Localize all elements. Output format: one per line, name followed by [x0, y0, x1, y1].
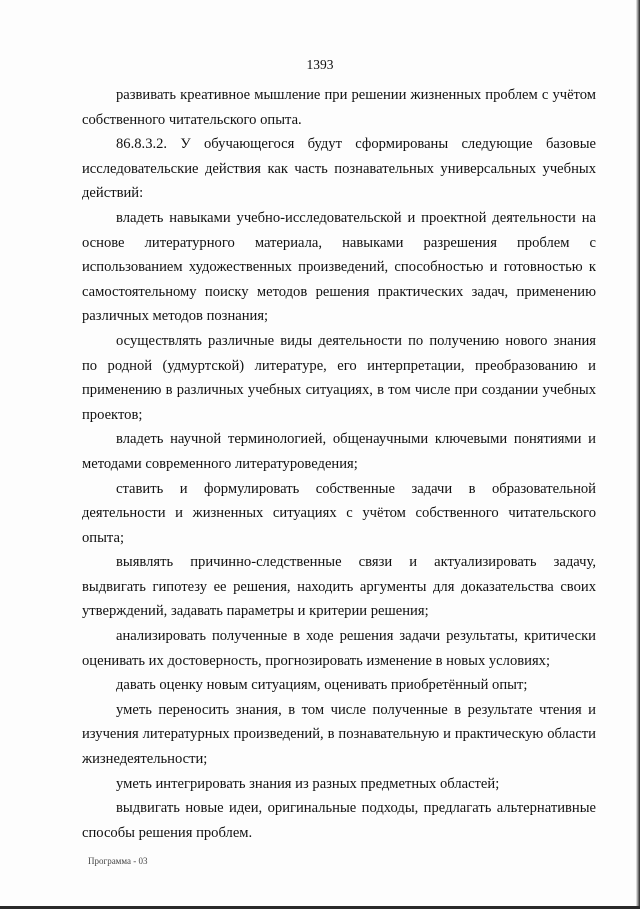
paragraph: выдвигать новые идеи, оригинальные подходы, предлагать альтернативные способы решения проблем.	[82, 800, 596, 841]
paragraph: анализировать полученные в ходе решения задачи результаты, критически оценивать их достоверность, прогнозировать изменение в новых условиях;	[82, 628, 596, 669]
paragraph: 86.8.3.2. У обучающегося будут сформированы следующие базовые исследовательские действия как часть познавательных универсальных учебных действий:	[82, 136, 596, 202]
paragraph: владеть навыками учебно-исследовательской и проектной деятельности на основе литературного материала, навыками разрешения проблем с использованием художественных произведений, способностью и готовностью к самостоятельному поиску методов решения практических задач, применению различных методов познания;	[82, 209, 596, 325]
paragraph: уметь переносить знания, в том числе полученные в результате чтения и изучения литературных произведений, в познавательную и практическую области жизнедеятельности;	[82, 701, 596, 768]
paragraph: развивать креативное мышление при решении жизненных проблем с учётом собственного читательского опыта.	[82, 87, 596, 128]
paragraph: ставить и формулировать собственные задачи в образовательной деятельности и жизненных ситуациях с учётом собственного читательского опыта;	[82, 480, 596, 546]
paragraph: уметь интегрировать знания из разных предметных областей;	[116, 775, 500, 792]
paragraph: давать оценку новым ситуациям, оценивать приобретённый опыт;	[116, 677, 528, 694]
paragraph: владеть научной терминологией, общенаучными ключевыми понятиями и методами современного литературоведения;	[82, 431, 596, 472]
body-text	[82, 83, 596, 845]
footer-note: Программа - 03	[88, 856, 148, 866]
scan-edge	[636, 0, 640, 909]
paragraph: осуществлять различные виды деятельности по получению нового знания по родной (удмуртской) литературе, его интерпретации, преобразованию и применению в различных учебных ситуациях, в том числе при создании учебных проектов;	[82, 332, 596, 423]
page-number: 1393	[306, 57, 334, 72]
paragraph: выявлять причинно-следственные связи и актуализировать задачу, выдвигать гипотезу ее решения, находить аргументы для доказательства своих утверждений, задавать параметры и критерии решения;	[82, 554, 596, 620]
